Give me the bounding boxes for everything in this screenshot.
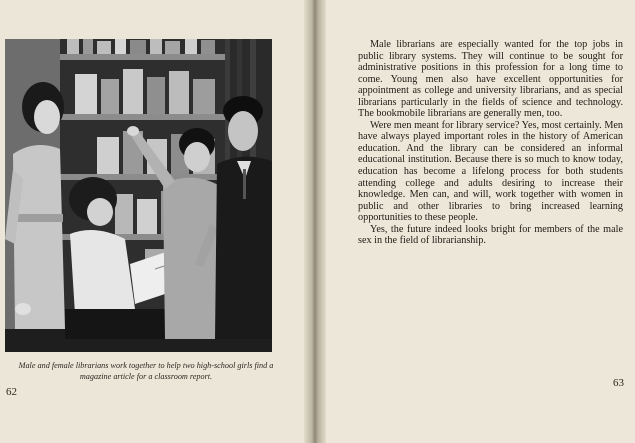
paragraph: Yes, the future indeed looks bright for members of the male sex in the field of librarianship. [358,223,623,247]
paragraph: Male librarians are especially wanted for the top jobs in public library systems. They will continue to be sought for administrative positions in this profession for a long time to come. Young men also have excellent opportunities for appointment as college and university librarians, and as special librarians particularly in the fields of science and technology. The bookmobile librarians are generally men, too. [358,39,623,120]
article-text [358,39,623,247]
book-gutter [304,0,326,443]
librarians-photo [5,39,272,352]
page-number-right: 63 [613,377,624,389]
photo-caption: Male and female librarians work together to help two high-school girls find a magazine article for a classroom report. [18,361,274,381]
paragraph: Were men meant for library service? Yes, most certainly. Men have always played important roles in the history of American education. And the library can be considered an informal educational institution. Because there is so much to know today, education has become a lifelong process for both students attending college and adults desiring to increase their knowledge. Men can, and will, work together with women in public and other libraries to bring increased learning opportunities to these people. [358,119,623,224]
photo-illustration [5,39,272,352]
page-number-left: 62 [6,386,17,398]
